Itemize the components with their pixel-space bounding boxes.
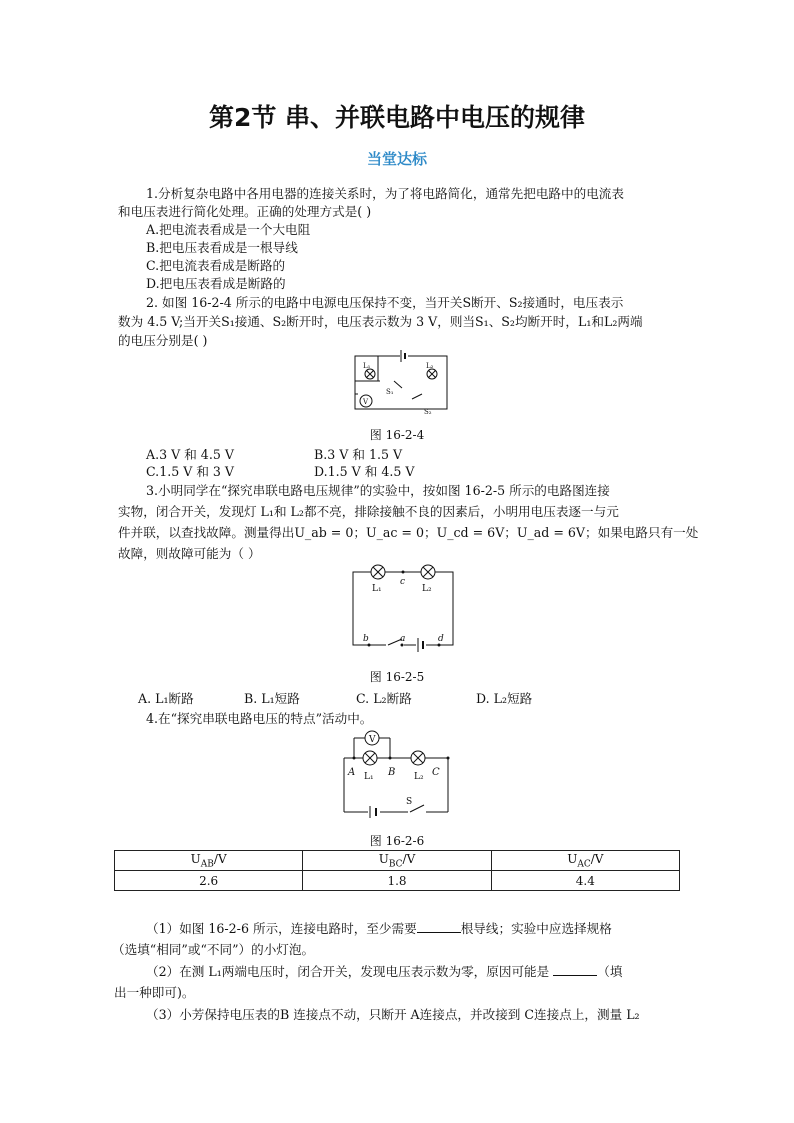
q4-part3-line1: （3）小芳保持电压表的B 连接点不动，只断开 A连接点，并改接到 C连接点上，测量 L₂ [146, 1007, 640, 1022]
q4-line1: 4.在“探究串联电路电压的特点”活动中。 [146, 711, 373, 726]
point-a-label: A [348, 767, 356, 778]
header-ubc: $U_{BC}/V$ [303, 851, 491, 871]
header-uac: $U_{AC}/V$ [491, 851, 679, 871]
l1-label: L₁ [364, 772, 374, 782]
q4-part2-line2: 出一种即可)。 [114, 985, 195, 1000]
q1-option-b: B.把电压表看成是一根导线 [146, 240, 298, 255]
q3-option-d: D. L₂短路 [476, 691, 533, 706]
q3-line1: 3.小明同学在“探究串联电路电压规律”的实验中，按如图 16-2-5 所示的电路图连接 [146, 483, 610, 498]
q2-option-c: C.1.5 V 和 3 V [146, 464, 235, 479]
q3-line4: 故障，则故障可能为（ ） [118, 546, 261, 561]
point-d-label: d [438, 634, 444, 644]
page-title: 第2节 串、并联电路中电压的规律 [208, 103, 586, 132]
q1-line2: 和电压表进行简化处理。正确的处理方式是( ) [118, 204, 372, 219]
s2-label: S₂ [424, 408, 432, 416]
q1-line1: 1.分析复杂电路中各用电器的连接关系时，为了将电路简化，通常先把电路中的电流表 [146, 186, 624, 201]
voltmeter-label: V [363, 398, 369, 406]
switch-s-label: S [406, 797, 413, 807]
q4-part2-text-b: （填 [597, 964, 623, 979]
point-c-label: C [432, 767, 440, 778]
q2-line3: 的电压分别是( ) [118, 333, 208, 348]
s1-label: S₁ [386, 388, 394, 396]
point-b-label: b [363, 634, 369, 644]
q1-option-c: C.把电流表看成是断路的 [146, 258, 286, 273]
voltmeter-label: V [369, 735, 376, 745]
answer-blank-wire-count[interactable] [417, 921, 461, 933]
point-c-label: c [400, 577, 406, 587]
l2-label: L₂ [414, 772, 424, 782]
q4-part2-line1 [146, 961, 622, 980]
q2-line1: 2. 如图 16-2-4 所示的电路中电源电压保持不变，当开关S断开、S₂接通时，电压表示 [146, 295, 624, 310]
circuit-figure-16-2-6 [336, 726, 456, 818]
q4-part1-line1 [146, 918, 612, 937]
header-uab: $U_{AB}/V$ [115, 851, 303, 871]
q2-option-d: D.1.5 V 和 4.5 V [314, 464, 415, 479]
q4-part1-text-a: （1）如图 16-2-6 所示，连接电路时，至少需要 [146, 921, 417, 936]
value-ubc: 1.8 [303, 871, 491, 891]
answer-blank-reason[interactable] [553, 964, 597, 976]
l1-label: L₁ [363, 362, 371, 370]
q3-option-b: B. L₁短路 [244, 691, 300, 706]
q4-part1-line2: （选填“相同”或“不同”）的小灯泡。 [112, 942, 315, 957]
voltage-table [114, 850, 680, 891]
point-b-label: B [388, 767, 396, 778]
figure-16-2-5-caption: 图 16-2-5 [369, 670, 425, 684]
point-a-label: a [400, 634, 406, 644]
table-header-row [115, 851, 680, 871]
l1-label: L₁ [372, 584, 382, 594]
figure-16-2-6-caption: 图 16-2-6 [369, 834, 425, 848]
q2-option-a: A.3 V 和 4.5 V [146, 447, 234, 462]
q2-option-b: B.3 V 和 1.5 V [314, 447, 403, 462]
q3-line3: 件并联，以查找故障。测量得出U_ab = 0；U_ac = 0；U_cd = 6V；U_ad = 6V；如果电路只有一处 [118, 525, 699, 540]
value-uac: 4.4 [491, 871, 679, 891]
q3-option-c: C. L₂断路 [356, 691, 412, 706]
value-uab: 2.6 [115, 871, 303, 891]
circuit-figure-16-2-5 [350, 564, 456, 652]
q4-part2-text-a: （2）在测 L₁两端电压时，闭合开关，发现电压表示数为零，原因可能是 [146, 964, 550, 979]
table-row [115, 871, 680, 891]
q3-option-a: A. L₁断路 [138, 691, 194, 706]
figure-16-2-4-caption: 图 16-2-4 [369, 428, 425, 442]
q4-part1-text-b: 根导线；实验中应选择规格 [460, 921, 612, 936]
q2-line2: 数为 4.5 V;当开关S₁接通、S₂断开时，电压表示数为 3 V，则当S₁、S₂均断开时，L₁和L₂两端 [118, 314, 643, 329]
l2-label: L₂ [426, 362, 434, 370]
q1-option-d: D.把电压表看成是断路的 [146, 276, 286, 291]
q1-option-a: A.把电流表看成是一个大电阻 [146, 222, 311, 237]
circuit-figure-16-2-4 [340, 344, 460, 416]
l2-label: L₂ [422, 584, 432, 594]
section-subtitle: 当堂达标 [366, 150, 427, 168]
q3-line2: 实物，闭合开关，发现灯 L₁和 L₂都不亮，排除接触不良的因素后，小明用电压表逐一与元 [118, 504, 619, 519]
